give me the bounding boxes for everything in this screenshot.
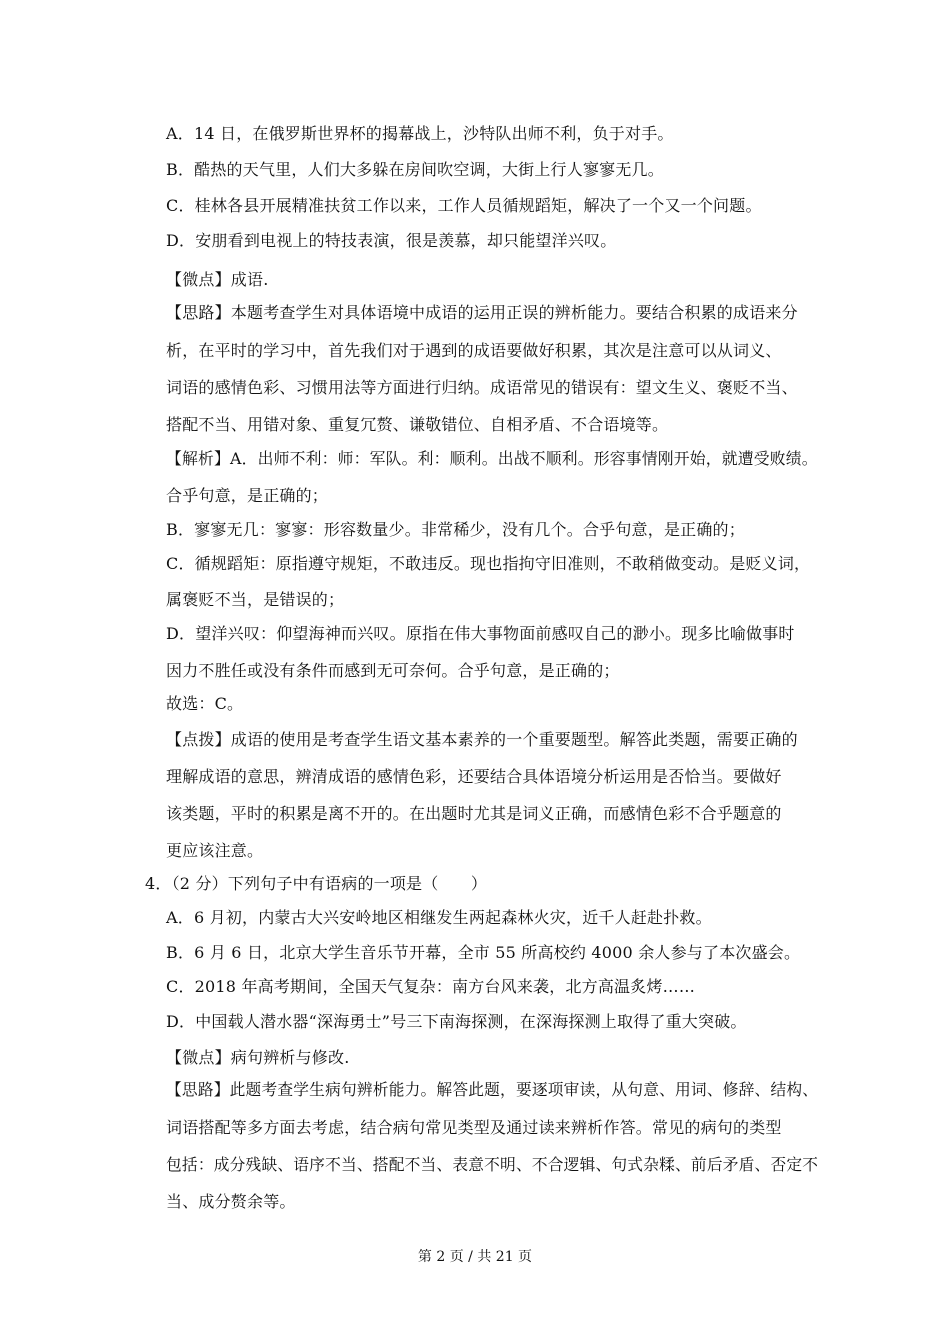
q3-option-a: A．14 日，在俄罗斯世界杯的揭幕战上，沙特队出师不利，负于对手。	[166, 124, 674, 143]
page-footer: 第 2 页 / 共 21 页	[417, 1249, 533, 1265]
q3-jiexi-line-3: B．寥寥无几：寥寥：形容数量少。非常稀少，没有几个。合乎句意，是正确的；	[166, 520, 745, 539]
q3-silu-line-3: 词语的感情色彩、习惯用法等方面进行归纳。成语常见的错误有：望文生义、褒贬不当、	[166, 378, 798, 397]
q3-jiexi-line-7: 因力不胜任或没有条件而感到无可奈何。合乎句意，是正确的；	[166, 661, 620, 680]
q3-dianbo-line-2: 理解成语的意思，辨清成语的感情色彩，还要结合具体语境分析运用是否恰当。要做好	[166, 767, 782, 786]
q3-option-b: B．酷热的天气里，人们大多躲在房间吹空调，大街上行人寥寥无几。	[166, 160, 664, 179]
q4-silu-line-3: 包括：成分残缺、语序不当、搭配不当、表意不明、不合逻辑、句式杂糅、前后矛盾、否定不	[166, 1155, 819, 1174]
q3-option-d: D．安朋看到电视上的特技表演，很是羡慕，却只能望洋兴叹。	[166, 231, 617, 250]
q3-silu-line-4: 搭配不当、用错对象、重复冗赘、谦敬错位、自相矛盾、不合语境等。	[166, 415, 669, 434]
q3-dianbo-line-3: 该类题，平时的积累是离不开的。在出题时尤其是词义正确，而感情色彩不合乎题意的	[166, 804, 782, 823]
q4-option-c: C．2018 年高考期间，全国天气复杂：南方台风来袭，北方高温炙烤……	[166, 977, 696, 996]
q4-silu-line-4: 当、成分赘余等。	[166, 1192, 296, 1211]
q4-silu-line-1: 【思路】此题考查学生病句辨析能力。解答此题，要逐项审读，从句意、用词、修辞、结构、	[166, 1080, 819, 1099]
q4-option-b: B．6 月 6 日，北京大学生音乐节开幕，全市 55 所高校约 4000 余人参与了本次盛会。	[166, 943, 801, 962]
q4-option-a: A．6 月初，内蒙古大兴安岭地区相继发生两起森林火灾，近千人赶赴扑救。	[166, 908, 712, 927]
q3-weidian: 【微点】成语.	[166, 270, 269, 289]
q3-dianbo-line-1: 【点拨】成语的使用是考查学生语文基本素养的一个重要题型。解答此类题，需要正确的	[166, 730, 798, 749]
q4-option-d: D．中国载人潜水器“深海勇士”号三下南海探测，在深海探测上取得了重大突破。	[166, 1012, 747, 1031]
q3-jiexi-line-8: 故选：C。	[166, 694, 244, 713]
q4-stem: 4．（2 分）下列句子中有语病的一项是（ ）	[145, 874, 488, 893]
q3-jiexi-line-4: C．循规蹈矩：原指遵守规矩，不敢违反。现也指拘守旧准则，不敢稍做变动。是贬义词，	[166, 554, 811, 573]
q3-silu-line-1: 【思路】本题考查学生对具体语境中成语的运用正误的辨析能力。要结合积累的成语来分	[166, 303, 798, 322]
q3-jiexi-line-6: D．望洋兴叹：仰望海神而兴叹。原指在伟大事物面前感叹自己的渺小。现多比喻做事时	[166, 624, 795, 643]
q3-option-c: C．桂林各县开展精准扶贫工作以来，工作人员循规蹈矩，解决了一个又一个问题。	[166, 196, 762, 215]
q3-jiexi-line-2: 合乎句意，是正确的；	[166, 486, 329, 505]
q3-dianbo-line-4: 更应该注意。	[166, 841, 264, 860]
q3-silu-line-2: 析，在平时的学习中，首先我们对于遇到的成语要做好积累，其次是注意可以从词义、	[166, 341, 782, 360]
q4-weidian: 【微点】病句辨析与修改.	[166, 1048, 350, 1067]
q3-jiexi-line-1: 【解析】A．出师不利：师：军队。利：顺利。出战不顺利。形容事情刚开始，就遭受败绩。	[166, 449, 818, 468]
q4-silu-line-2: 词语搭配等多方面去考虑，结合病句常见类型及通过读来辨析作答。常见的病句的类型	[166, 1118, 782, 1137]
q3-jiexi-line-5: 属褒贬不当，是错误的；	[166, 590, 345, 609]
